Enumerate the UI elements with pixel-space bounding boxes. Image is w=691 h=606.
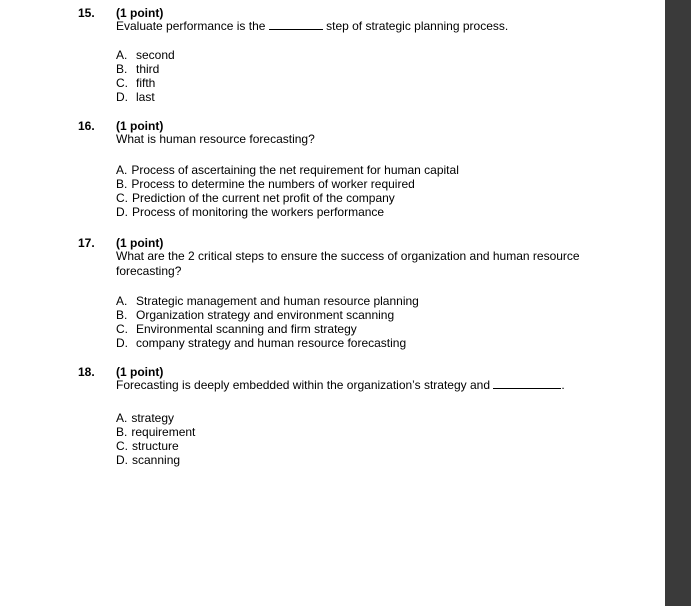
option-list [116,411,195,467]
option-d [116,90,175,104]
option-letter: D. [116,453,128,467]
option-text: third [136,62,160,76]
option-text: Prediction of the current net profit of the company [132,191,395,205]
option-a [116,48,175,62]
option-text: last [136,90,155,104]
question-number: 15. [78,6,95,20]
option-list [116,294,419,350]
option-letter: A. [116,163,128,177]
option-letter: A. [116,48,128,62]
option-c [116,439,195,453]
option-letter: A. [116,411,128,425]
stem-text-after: step of strategic planning process. [326,19,509,33]
option-text: requirement [131,425,196,439]
question-points: (1 point) [116,365,164,379]
option-text: scanning [132,453,181,467]
option-b [116,308,419,322]
option-letter: B. [116,425,128,439]
stem-text-after: . [561,378,565,392]
stem-text-before: Forecasting is deeply embedded within the organization’s strategy and [116,378,491,392]
question-stem [116,19,596,34]
option-a [116,411,195,425]
option-text: fifth [136,76,156,90]
option-d [116,205,459,219]
option-d [116,453,195,467]
answer-blank [493,378,561,389]
option-b [116,62,175,76]
option-letter: B. [116,177,128,191]
question-number: 16. [78,119,95,133]
option-text: Process to determine the numbers of worker required [131,177,415,191]
option-letter: D. [116,205,128,219]
question-stem [116,378,636,393]
question-stem: What is human resource forecasting? [116,132,315,146]
question-points: (1 point) [116,6,164,20]
option-c [116,191,459,205]
option-text: Environmental scanning and firm strategy [136,322,357,336]
option-text: Process of ascertaining the net requirement for human capital [131,163,459,177]
option-letter: D. [116,90,128,104]
option-text: second [136,48,175,62]
option-letter: C. [116,322,128,336]
option-b [116,177,459,191]
question-number: 18. [78,365,95,379]
option-text: Process of monitoring the workers performance [132,205,385,219]
option-c [116,76,175,90]
option-a [116,163,459,177]
option-letter: C. [116,191,128,205]
question-number: 17. [78,236,95,250]
dark-side-panel [665,0,691,606]
option-letter: D. [116,336,128,350]
option-list [116,48,175,104]
option-list [116,163,459,219]
option-text: company strategy and human resource forecasting [136,336,407,350]
question-stem: What are the 2 critical steps to ensure the success of organization and human resource forecasting? [116,249,580,278]
option-letter: B. [116,308,128,322]
question-points: (1 point) [116,119,164,133]
option-c [116,322,419,336]
stem-text-before: Evaluate performance is the [116,19,266,33]
question-points: (1 point) [116,236,164,250]
option-letter: C. [116,76,128,90]
option-text: Organization strategy and environment scanning [136,308,395,322]
option-letter: B. [116,62,128,76]
option-d [116,336,419,350]
option-text: strategy [131,411,175,425]
option-b [116,425,195,439]
option-letter: A. [116,294,128,308]
option-a [116,294,419,308]
option-text: structure [132,439,179,453]
option-letter: C. [116,439,128,453]
option-text: Strategic management and human resource planning [136,294,419,308]
answer-blank [269,19,323,30]
